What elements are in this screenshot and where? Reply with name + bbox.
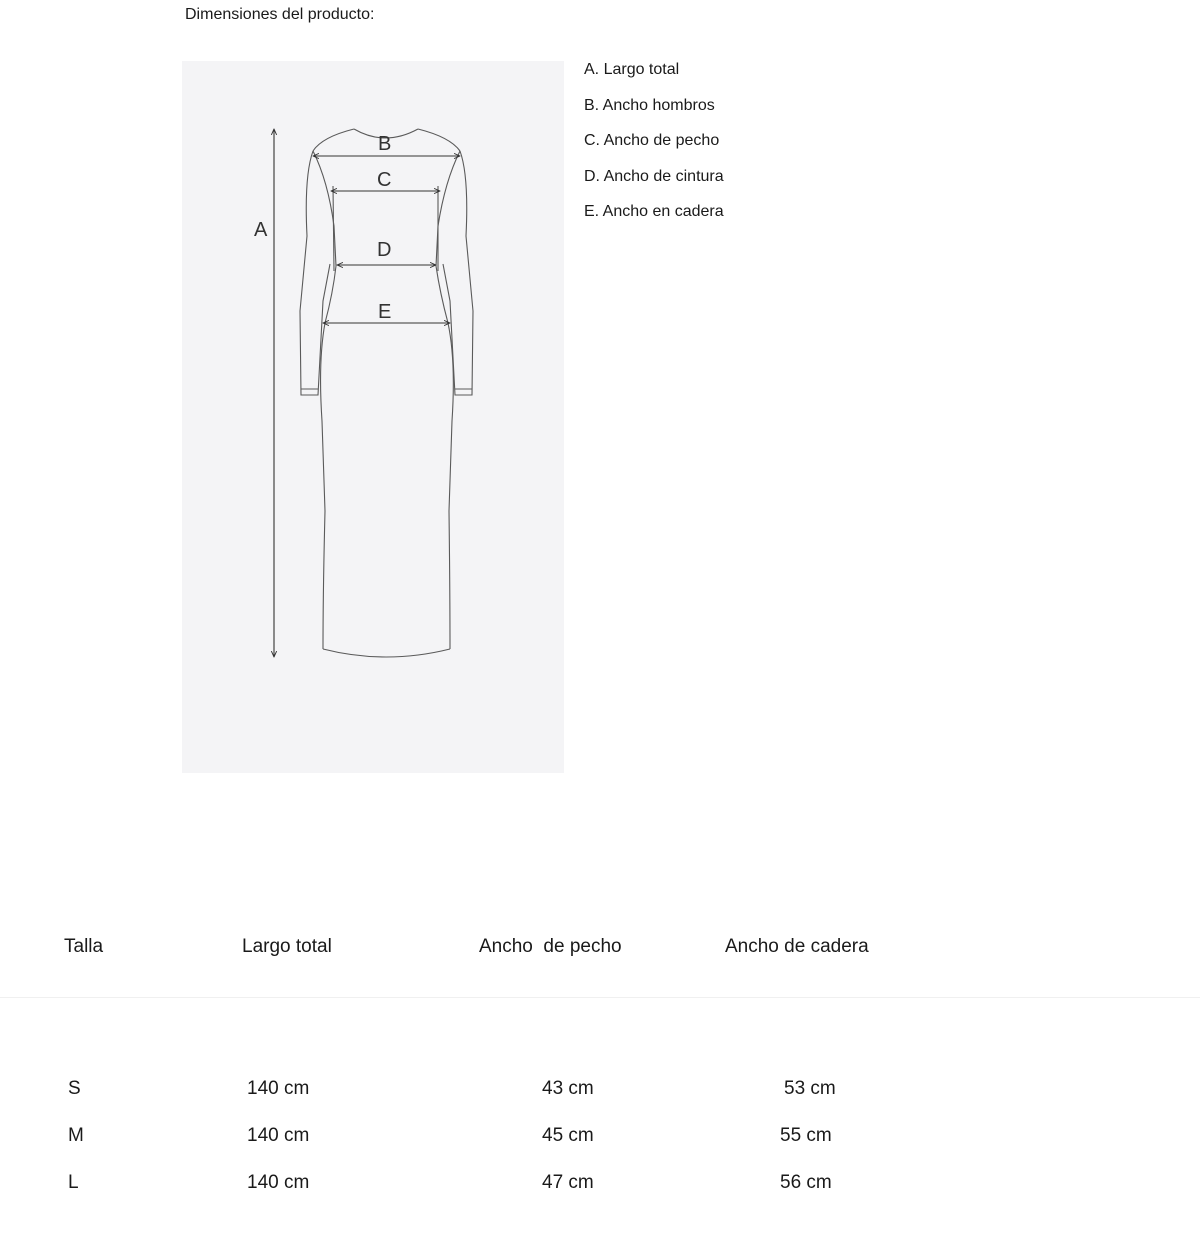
row-l-length: 140 cm bbox=[247, 1172, 310, 1193]
row-m-length: 140 cm bbox=[247, 1125, 310, 1146]
measure-a-label: A bbox=[254, 219, 268, 241]
row-l-size: L bbox=[68, 1172, 79, 1193]
header-divider bbox=[0, 997, 1200, 998]
dress-outline bbox=[300, 129, 473, 657]
legend-item: B. Ancho hombros bbox=[584, 96, 715, 114]
measurement-lines bbox=[274, 129, 460, 657]
measure-c-label: C bbox=[377, 169, 392, 191]
row-s-hip: 53 cm bbox=[784, 1078, 836, 1099]
legend-item: E. Ancho en cadera bbox=[584, 203, 724, 220]
header-chest: Ancho de pecho bbox=[479, 936, 622, 957]
legend-item: C. Ancho de pecho bbox=[584, 132, 720, 149]
row-s-chest: 43 cm bbox=[542, 1078, 594, 1099]
row-s-size: S bbox=[68, 1078, 81, 1099]
header-length: Largo total bbox=[242, 936, 332, 957]
header-hip: Ancho de cadera bbox=[725, 936, 869, 957]
header-size: Talla bbox=[64, 936, 104, 957]
dress-diagram-panel bbox=[182, 61, 564, 773]
measurement-legend bbox=[584, 60, 724, 238]
legend-item: D. Ancho de cintura bbox=[584, 167, 724, 185]
measure-e-label: E bbox=[378, 301, 392, 323]
row-m-size: M bbox=[68, 1125, 84, 1146]
size-table bbox=[0, 920, 1200, 1220]
row-s-length: 140 cm bbox=[247, 1078, 310, 1099]
legend-item: A. Largo total bbox=[584, 61, 680, 78]
row-m-chest: 45 cm bbox=[542, 1125, 594, 1146]
row-l-chest: 47 cm bbox=[542, 1172, 594, 1193]
row-m-hip: 55 cm bbox=[780, 1125, 832, 1146]
dress-diagram bbox=[182, 61, 564, 773]
measure-b-label: B bbox=[378, 133, 392, 155]
row-l-hip: 56 cm bbox=[780, 1172, 832, 1193]
measure-d-label: D bbox=[377, 239, 392, 261]
page-title: Dimensiones del producto: bbox=[185, 6, 375, 23]
